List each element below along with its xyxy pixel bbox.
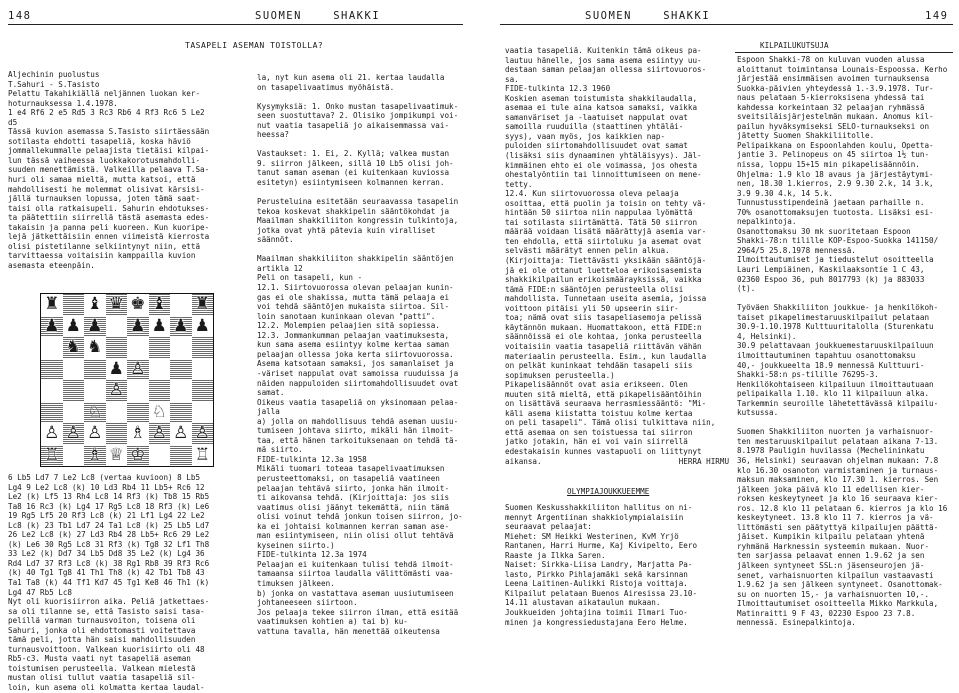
kilpailukutsuja-heading: KILPAILUKUTSUJA [760, 41, 829, 50]
left-header-rule [8, 24, 463, 25]
board-square [170, 402, 192, 424]
board-square [84, 337, 106, 359]
black-pawn-icon: ♟ [65, 315, 81, 336]
left-page-number: 148 [8, 10, 32, 22]
board-square [106, 423, 128, 445]
board-square [127, 359, 149, 381]
board-square [192, 402, 214, 424]
board-square [106, 380, 128, 402]
black-rook-icon: ♜ [44, 294, 60, 315]
board-square [63, 402, 85, 424]
board-square [41, 402, 63, 424]
white-pawn-icon: ♙ [130, 358, 146, 379]
black-pawn-icon: ♟ [108, 358, 124, 379]
board-square [41, 423, 63, 445]
board-square [127, 337, 149, 359]
white-king-icon: ♔ [130, 444, 146, 465]
board-square [127, 316, 149, 338]
board-square [170, 359, 192, 381]
board-square [106, 359, 128, 381]
black-pawn-icon: ♟ [194, 315, 210, 336]
right-page-number: 149 [925, 10, 949, 22]
black-king-icon: ♚ [130, 294, 146, 315]
board-square [106, 445, 128, 467]
board-square [170, 316, 192, 338]
board-square [127, 445, 149, 467]
board-square [84, 423, 106, 445]
board-square [63, 359, 85, 381]
white-pawn-icon: ♙ [108, 380, 124, 401]
white-pawn-icon: ♙ [87, 423, 103, 444]
board-square [63, 316, 85, 338]
white-bishop-icon: ♗ [130, 423, 146, 444]
board-square [127, 423, 149, 445]
board-square [192, 294, 214, 316]
board-square [41, 316, 63, 338]
board-square [170, 337, 192, 359]
board-square [41, 359, 63, 381]
board-square [63, 294, 85, 316]
white-rook-icon: ♖ [44, 444, 60, 465]
col3-article-text: vaatia tasapeliä. Kuitenkin tämä oikeus pa- lautuu hänelle, jos sama asema esiintyy uu- destaan saman pelaajan ollessa siirtovuoros- sa. FIDE-tulkinta 12.3 1960 Koskien aseman toistumista shakkilaudalla, asemaa ei tule aina katsoa samaksi, vaikka samanväriset ja -laatuiset nappulat ovat samoilla ruuduilla (staattinen yhtäläi- syys), vaan myös, jos kaikkien nap- puloiden siirtomahdollisuudet ovat samat (lisäksi siis dynaaminen yhtäläisyys). Jäl- kimmäinen ehto ei ole voimassa, jos ohesta ohestalyöntiin tai linnoittumiseen on mene- tetty. 12.4. Kun siirtovuorossa oleva pelaaja osoittaa, että puolin ja toisin on tehty vä- hintään 50 siirtoa niin nappulaa lyömättä tai sotilasta siirtämättä. Tätä 50 siirron määrää voidaan lisätä määrättyjä asemia var- ten ehdolla, että siirtoluku ja asemat ovat selvästi määrätyt ennen pelin alkua. (Kirjoittaja: Tiettävästi yksikään sääntöjä- jä ei ole ottanut luetteloa erikoisasemista shakkikilpailun erikoismäärayksissä, vaikka tämä FIDE:n sääntöjen perusteella olisi mahdollista. Tunnetaan useita asemia, joissa voittoon pitäisi yli 50 upseerin siir- toa; nämä ovat siis tasapeliasemoja pelissä käytännön mukaan. Huomattakoon, että FIDE:n säännöissä ei ole kohtaa, jonka perusteella voitaisiin vaatia tasapeliä riittävän vähän materiaalin perusteella. Esim., kun laudalla on pelkät kuninkaat tehdään tasapeli siis sopimuksen perusteella.) Pikapelisäännöt ovat asia erikseen. Olen muuten sitä mieltä, että pikapelisääntöihin on lisättävä seuraava herrasmiessääntö: "Mi- käli asema kiistatta toistuu kolme kertaa on peli tasapeli". Tämä olisi tulkittava niin, että asemaa on sen toistuessa tai siirron jatko jotakin, hän ei voi vain siirrellä edestakaisin kunnes vastapuoli on liittynyt aikansa. HERRA HIRMU [505, 46, 730, 466]
board-square [41, 380, 63, 402]
col1-article-top: Aljechinin puolustus T.Sahuri - S.Tasisto Pelattu Takahikiällä neljännen luokan ker- hoturnauksessa 1.4.1978. 1 e4 Rf6 2 e5 Rd5 3 Rc3 Rb6 4 Rf3 Rc6 5 Le2 d5 Tässä kuvion asemassa S.Tasisto siirtäessään sotilasta ehdotti tasapeliä, koska häviö jommallekummalle pelaajista tietäisi kilpai- lun tässä vaiheessa luokkakorotusmahdolli- suuden menettämistä. Valkeilla pelaava T.Sa- huri oli samaa mieltä, mutta katsoi, että mahdollisesti he molemmat olisivat kärsisi- jällä turnauksen lopussa, joten tämä saat- taisi olla ratkaisupeli. Sahurin ehdotukses- ta päätettiin siirrellä tästä asemasta edes- takaisin ja panna peli kuoreen. Kun kuoripe- lejä jätkettäisiin ennen viimeistä kierrosta olisi pistetilanne selkiintynyt niin, että tarvittaessa voitaisiin kamppailla kuvion asemasta eteenpäin. [8, 70, 210, 270]
white-bishop-icon: ♗ [87, 444, 103, 465]
board-square [63, 445, 85, 467]
col4-title-rule [735, 52, 953, 53]
black-pawn-icon: ♟ [130, 315, 146, 336]
board-square [106, 337, 128, 359]
board-square [149, 359, 171, 381]
board-square [41, 445, 63, 467]
black-rook-icon: ♜ [194, 294, 210, 315]
board-square [149, 337, 171, 359]
board-square [192, 445, 214, 467]
black-pawn-icon: ♟ [87, 315, 103, 336]
board-square [84, 316, 106, 338]
white-knight-icon: ♘ [87, 401, 103, 422]
board-square [63, 423, 85, 445]
board-square [84, 380, 106, 402]
board-square [149, 380, 171, 402]
board-square [149, 445, 171, 467]
white-pawn-icon: ♙ [65, 423, 81, 444]
black-bishop-icon: ♝ [87, 294, 103, 315]
board-square [127, 402, 149, 424]
board-square [84, 402, 106, 424]
white-pawn-icon: ♙ [194, 423, 210, 444]
board-square [192, 380, 214, 402]
board-square [192, 359, 214, 381]
black-pawn-icon: ♟ [173, 315, 189, 336]
black-knight-icon: ♞ [87, 337, 103, 358]
board-square [149, 423, 171, 445]
board-square [106, 316, 128, 338]
black-pawn-icon: ♟ [44, 315, 60, 336]
board-square [84, 445, 106, 467]
white-pawn-icon: ♙ [173, 423, 189, 444]
chess-diagram [40, 293, 214, 467]
olympia-text: Suomen Keskusshakkiliiton hallitus on ni- mennyt Argentiinan shakkiolympialaisiin seuraavat pelaajat: Miehet: SM Heikki Westerinen, KvM Yrjö Rantanen, Harri Hurme, Kaj Kivipelto, Eero Raaste ja Ilkka Saren. Naiset: Sirkka-Liisa Landry, Marjatta Pa- lasto, Pirkko Pihlajamäki sekä karsinnan Leena Laitinen-Aulikki Ristoja voittaja. Kilpailut pelataan Buenos Airesissa 23.10- 14.11 alustavan aikataulun mukaan. Joukkueiden johtajina toimii Ilmari Tuo- minen ja kongressiedustajana Eero Helme. [505, 503, 698, 627]
board-square [149, 402, 171, 424]
olympia-heading: OLYMPIAJOUKKUEEMME [567, 487, 650, 496]
board-square [41, 337, 63, 359]
left-running-title: SUOMEN SHAKKI [255, 10, 381, 22]
white-knight-icon: ♘ [151, 401, 167, 422]
board-square [127, 380, 149, 402]
black-pawn-icon: ♟ [151, 315, 167, 336]
board-square [170, 423, 192, 445]
board-square [192, 337, 214, 359]
col2-article-text: la, nyt kun asema oli 21. kertaa laudalla on tasapelivaatimus myöhäistä. Kysymyksiä: 1. Onko mustan tasapelivaatimuk- seen suostuttava? 2. Olisiko jompikumpi voi- nut vaatia tasapeliä jo aikaisemmassa vai- heessa? Vastaukset: 1. Ei, 2. Kyllä; valkea mustan 9. siirron jälkeen, sillä 10 Lb5 olisi joh- tanut saman aseman (ei kuitenkaan kuviossa esitetyn) esiintymiseen kolmannen kerran. Perusteluina esitetään seuraavassa tasapelin tekoa koskevat shakkipelin sääntökohdat ja Maailman shakkiliiton kongressin tulkintoja, jotka ovat yhtä pätevia kuin viralliset säännöt. Maailman shakkiliiton shakkipelin sääntöjen artikla 12 Peli on tasapeli, kun - 12.1. Siirtovuorossa olevan pelaajan kunin- gas ei ole shakissa, mutta tämä pelaaja ei voi tehdä sääntöjen mukaista siirtoa. Sil- loin sanotaan kuninkaan olevan "patti". 12.2. Molempien pelaajien sitä sopiessa. 12.3. Jommankumman pelaajan vaatimuksesta, kun sama asema esiintyy kolme kertaa saman pelaajan ollessa joka kerta siirtovuorossa. Asema katsotaan samaksi, jos samanlaiset ja -väriset nappulat ovat samoissa ruuduissa ja näiden nappuloiden siirtomahdollisuudet ovat samat. Oikeus vaatia tasapeliä on yksinomaan pelaa- jalla a) jolla on mahdollisuus tehdä aseman uusiu- tumiseen johtava siirto, mikäli hän ilmoit- taa, että hänen tarkoituksenaan on tehdä tä- mä siirto. FIDE-tulkinta 12.3a 1958 Mikäli tuomari toteaa tasapelivaatimuksen perusteettomaksi, on tasapeliä vaatineen pelaajan tehtävä siirto, jonka hän ilmoit- ti aikovansa tehdä. (Kirjoittaja: jos siis vaatimus olisi jäänyt tekemättä, niin tämä olisi voinut tehdä jonkun toisen siirron, jo- ka ei johtaisi kolmannen kerran saman ase- man esiintymiseen, niin olisi ollut tehtävä kyseinen siirto.) FIDE-tulkinta 12.3a 1974 Pelaajan ei kuitenkaan tulisi tehdä ilmoit- tamaansa siirtoa laudalla välittömästi vaa- timuksen jälkeen. b) jonka on vastattava aseman uusiutumiseen johtaneeseen siirtoon. Jos pelaaja tekee siirron ilman, että esitää vaatimuksen kohtien a) tai b) ku- vattuna tavalla, hän menettää oikeutensa [257, 73, 463, 636]
col1-article-moves: 6 Lb5 Ld7 7 Le2 Lc8 (vertaa kuvioon) 8 Lb5 Lg4 9 Le2 Lc8 (k) 10 Ld3 Rb4 11 Lb5+ Rc6 12 Le2 (k) Lf5 13 Rh4 Lc8 14 Rf3 (k) Tb8 15 Rb5 Ta8 16 Rc3 (k) Lg4 17 Rg5 Lc8 18 Rf3 (k) Le6 19 Rg5 Lf5 20 Rf3 Lc8 (k) 21 Lf1 Lg4 22 Le2 Lc8 (k) 23 Tb1 Ld7 24 Ta1 Lc8 (k) 25 Lb5 Ld7 26 Le2 Lc8 (k) 27 Ld3 Rb4 28 Lb5+ Rc6 29 Le2 (k) Le6 30 Rg5 Lc8 31 Rf3 (k) Tg8 32 Lf1 Th8 33 Le2 (k) Dd7 34 Lb5 Dd8 35 Le2 (k) Lg4 36 Rd4 Ld7 37 Rf3 Lc8 (k) 38 Rg1 Rb8 39 Rf3 Rc6 (k) 40 Tg1 Tg8 41 Th1 Th8 (k) 42 Tb1 Tb8 43 Ta1 Ta8 (k) 44 Tf1 Kd7 45 Tg1 Ke8 46 Th1 (k) Lg4 47 Rb5 Lc8 Nyt oli kuorisiirron aika. Peliä jatkettaes- sa oli tilanne se, että Tasisto saisi tasa- pelillä varman turnausvoiton, toisena oli Sahuri, jonka oli ehdottomasti voitettava tämä peli, jotta hän saisi mahdollisuuden turnausvoittoon. Valkean kuorisiirto oli 48 Rb5-c3. Musta vaati nyt tasapeliä aseman toistumisen perusteella. Valkean mielestä mustan olisi tullut vaatia tasapeliä sil- loin, kun asema oli kolmatta kertaa laudal- [8, 473, 210, 693]
board-square [149, 316, 171, 338]
board-square [84, 359, 106, 381]
board-square [127, 294, 149, 316]
section-title-tasapeli: TASAPELI ASEMAN TOISTOLLA? [185, 41, 324, 50]
col4-article-text: Espoon Shakki-78 on kuluvan vuoden alussa aloittanut toimintansa Lounais-Espoossa. Kerho järjestää ensimmäisen avoimen turnauksensa Suokka-päivien yhteydessä 1.-3.9.1978. Tur- naus pelataan 5-kierroksisena yhdessä tai kahdessa korkeintaan 32 pelaajan ryhmässä sveitsiläisjärjestelmän mukaan. Anomus kil- pailun hyväksymiseksi SELO-turnaukseksi on jätetty Suomen Shakkiliitolle. Pelipaikkana on Espoonlahden koulu, Opetta- jantie 3. Pelinopeus on 45 siirtoa 1½ tun- nissa, loppu 15+15 min pikapelisäännöin. Ohjelma: 1.9 klo 18 avaus ja järjestäytymi- nen, 18.30 1.kierros, 2.9 9.30 2.k, 14 3.k, 3.9 9.30 4.k, 14 5.k. Tunnustusstipendeinä jaetaan parhaille n. 70% osanottomaksujen tuotosta. Lisäksi esi- nepalkintoja. Osanottomaksu 30 mk suoritetaan Espoon Shakki-78:n tilille KOP-Espoo-Suokka 141150/ 2964/5 25.8.1978 mennessä. Ilmoittautumiset ja tiedustelut osoitteella Lauri Lempiäinen, Kaskilaaksontie 1 C 43, 02360 Espoo 36, puh 8017793 (k) ja 883033 (t). Työväen Shakkiliiton joukkue- ja henkilökoh- taiset pikapelimestaruuskilpailut pelataan 30.9-1.10.1978 Kulttuuritalolla (Sturenkatu 4, Helsinki). 30.9 pelattavaan joukkuemestaruuskilpailuun ilmoittautuminen tapahtuu osanottomaksu 40,- joukkueelta 18.9 mennessä Kulttuuri- Shakki-58:n ps-tilille 76295-3. Henkilökohtaiseen kilpailuun ilmoittautuaan pelipaikalla 1.10. klo 11 kilpailuun alka. Tarkemmin seuroille lähetettävässä kilpailu- kutsussa. Suomen Shakkiliiton nuorten ja varhaisnuor- ten mestaruuskilpailut pelataan aikana 7-13. 8.1978 Pauligin huvilassa (Mechelininkatu 36, Helsinki) seuraavan ohjelman mukaan: 7.8 klo 16.30 osanoton varmistaminen ja turnaus- maksun maksaminen, klo 17.30 1. kierros. Sen jälkeen joka päivä klo 11 edellisen kier- roksen keskeytyneet ja klo 16 seuraava kier- ros. 12.8 klo 11 pelataan 6. kierros ja klo 16 keskeytyneet. 13.8 klo 11 7. kierros ja vä- littömästi sen päätyttyä kilpailujen päättä- jäiset. Kumpikin kilpailu pelataan yhtenä ryhmänä Harknessin systeemin mukaan. Nuor- ten sarjassa pelaavat ennen 1.9.62 ja sen jälkeen syntyneet SSL:n jäsenseurojen jä- senet, varhaisnuorten kilpailun vastaavasti 1.9.62 ja sen jälkeen syntyneet. Osanottomak- su on nuorten 15,- ja varhaisnuorten 10,-. Ilmoittautumiset osoitteella Mikko Markkula, Matinraitti 9 F 43, 02230 Espoo 23 7.8. mennessä. Esinepalkintoja. [737, 55, 948, 628]
right-header-rule [500, 24, 953, 25]
right-running-title: SUOMEN SHAKKI [585, 10, 711, 22]
board-square [192, 316, 214, 338]
board-square [63, 380, 85, 402]
black-knight-icon: ♞ [65, 337, 81, 358]
white-pawn-icon: ♙ [44, 423, 60, 444]
board-square [170, 380, 192, 402]
board-square [192, 423, 214, 445]
black-bishop-icon: ♝ [151, 294, 167, 315]
board-square [149, 294, 171, 316]
white-queen-icon: ♕ [108, 444, 124, 465]
board-square [106, 402, 128, 424]
board-square [63, 337, 85, 359]
board-square [170, 294, 192, 316]
white-rook-icon: ♖ [194, 444, 210, 465]
black-queen-icon: ♛ [108, 294, 124, 315]
board-square [170, 445, 192, 467]
board-square [106, 294, 128, 316]
board-square [84, 294, 106, 316]
board-square [41, 294, 63, 316]
white-pawn-icon: ♙ [151, 423, 167, 444]
